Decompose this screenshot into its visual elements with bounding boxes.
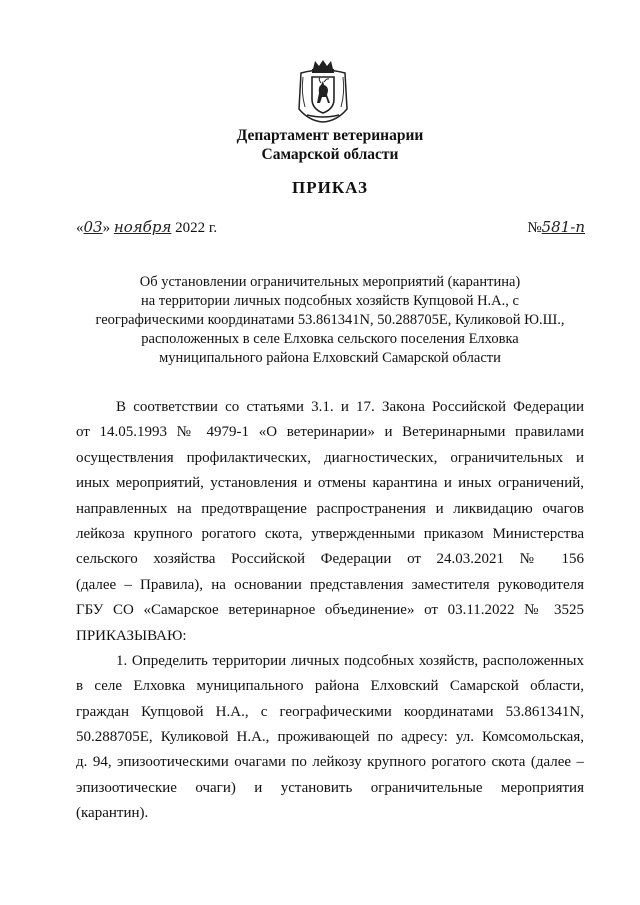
department-line-1: Департамент ветеринарии [236,127,424,144]
coat-of-arms-icon [297,59,349,123]
date-open-quote: « [76,220,84,236]
department-line-2: Самарской области [261,146,399,163]
body-line: 1. Определить территории личных подсобных хозяйств, расположенных [116,652,584,669]
body-line: В соответствии со статьями 3.1. и 17. Закона Российской Федерации [116,399,584,415]
subject-line: расположенных в селе Елховка сельского поселения Елховка [141,331,519,347]
body-line: д. 94, эпизоотическими очагами по лейкозу крупного рогатого скота (далее – [76,754,584,771]
date-day-handwritten: 03 [83,218,103,236]
body-line: (далее – Правила), на основании представления заместителя руководителя [76,576,584,593]
order-body [76,395,584,827]
subject-line: географическими координатами 53.861341N, 50.288705E, Куликовой Ю.Ш., [95,312,565,328]
body-line: направленных на предотвращение распространения и ликвидацию очагов [76,500,584,517]
body-line: граждан Купцовой Н.А., с географическими координатами 53.861341N, [76,703,584,720]
order-date [76,218,217,237]
order-verb: ПРИКАЗЫВАЮ: [76,627,187,644]
body-line: (карантин). [76,805,149,822]
body-line: 50.288705E, Куликовой Н.А., проживающей по адресу: ул. Комсомольская, [76,729,584,746]
body-line: иных мероприятий, установления и отмены карантина и иных ограничений, [76,475,584,492]
document-title: ПРИКАЗ [292,178,368,197]
body-line: в селе Елховка муниципального района Елховский Самарской области, [76,678,584,695]
body-line: от 14.05.1993 № 4979-1 «О ветеринарии» и Ветеринарными правилами [76,424,584,441]
number-prefix: № [527,220,542,236]
subject-line: Об установлении ограничительных мероприятий (карантина) [139,274,521,290]
date-year: 2022 г. [175,220,218,236]
body-line: лейкоза крупного рогатого скота, утвержденными приказом Министерства [76,525,584,542]
date-close-quote: » [102,220,111,236]
subject-line: на территории личных подсобных хозяйств Купцовой Н.А., с [141,293,519,309]
subject-line: муниципального района Елховский Самарской области [159,350,501,366]
department-name [0,126,640,164]
body-line: сельского хозяйства Российской Федерации от 24.03.2021 № 156 [76,551,584,568]
body-line: эпизоотические очаги) и установить ограничительные мероприятия [76,779,584,796]
order-number [527,218,585,237]
body-line: осуществления профилактических, диагностических, ограничительных и [76,449,584,466]
body-line: ГБУ СО «Самарское ветеринарное объединение» от 03.11.2022 № 3525 [76,602,584,619]
order-subject [80,273,580,368]
number-value-handwritten: 581-п [541,218,585,236]
date-month-handwritten: ноября [113,218,172,236]
